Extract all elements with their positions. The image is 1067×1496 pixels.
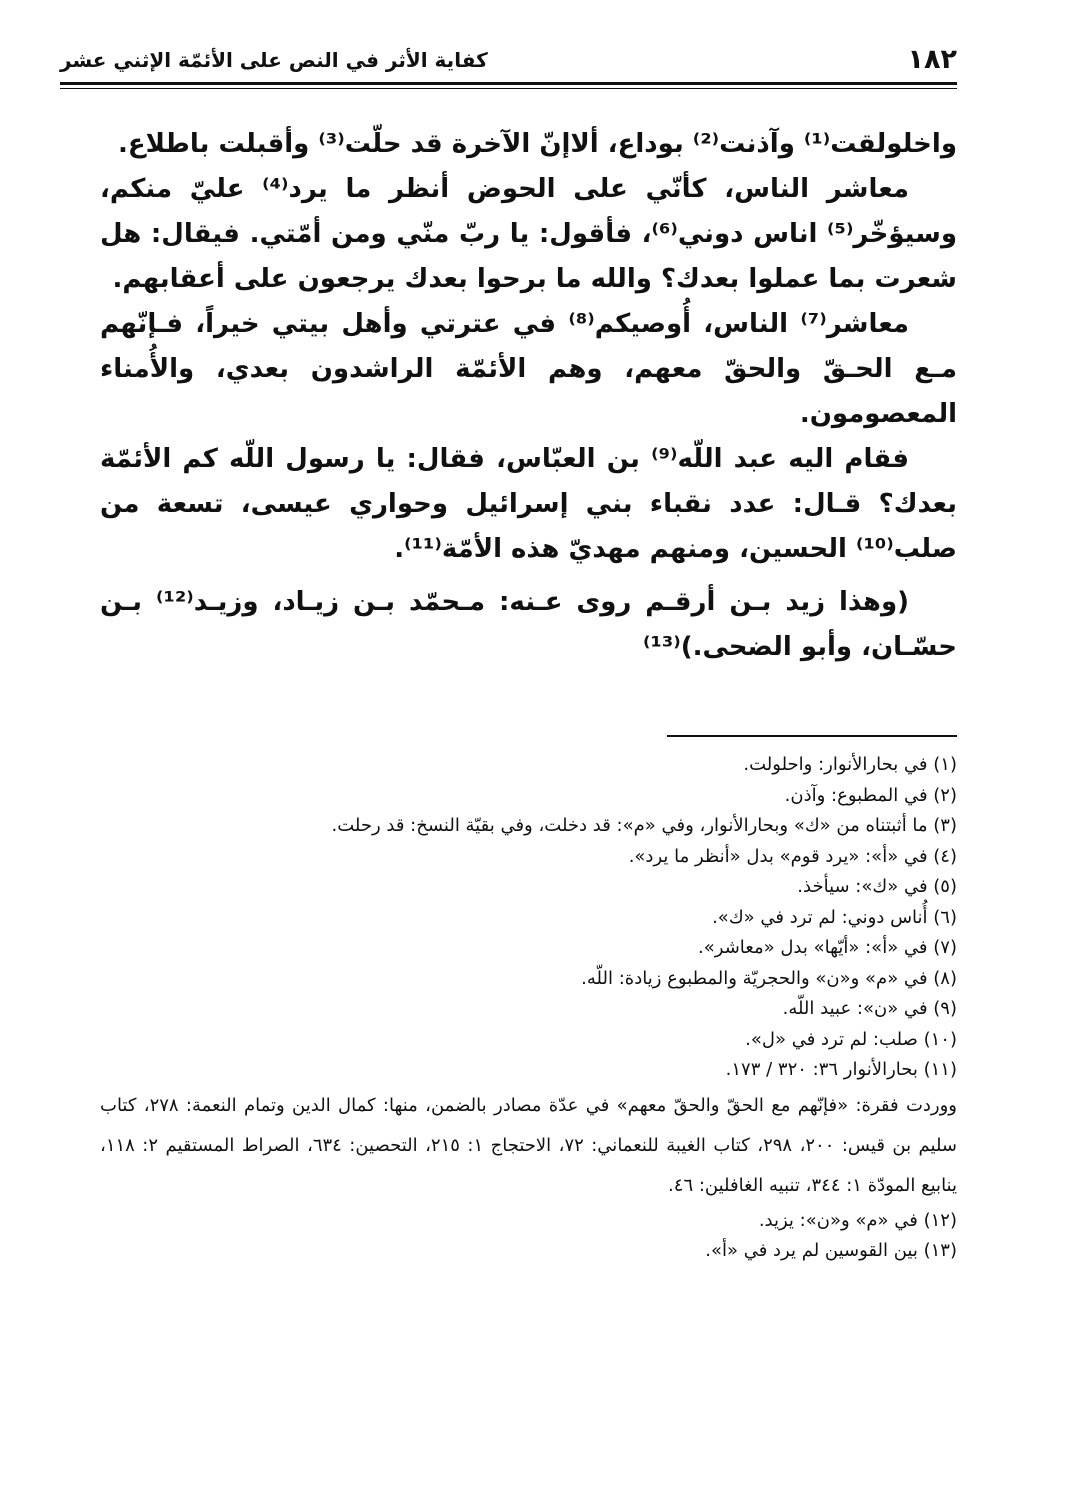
footnote-7: (٧) في «أ»: «أيّها» بدل «معاشر». (698, 937, 957, 958)
footnote-1: (١) في بحارالأنوار: واحلولت. (743, 754, 957, 775)
footnote-5: (٥) في «ك»: سيأخذ. (797, 876, 957, 897)
footnote-8: (٨) في «م» و«ن» والحجريّة والمطبوع زيادة: اللّه. (581, 967, 957, 989)
footnote-separator (667, 735, 957, 737)
footnote-2: (٢) في المطبوع: وآذن. (784, 784, 957, 806)
running-title: كفاية الأثر في النص على الأئمّة الإثني عشر (60, 48, 488, 72)
paragraph-4: فقام اليه عبد اللّه⁽⁹⁾ بن العبّاس، فقال: يا رسول اللّه كم الأئمّة بعدك؟ قـال: عدد نقباء بني إسرائيل وحواري عيسى، تسعة من صلب⁽¹⁰⁾ الحسين، ومنهم مهديّ هذه الأمّة⁽¹¹⁾. (100, 444, 957, 564)
footnote-3: (٣) ما أثبتناه من «ك» وبحارالأنوار، وفي «م»: قد دخلت، وفي بقيّة النسخ: قد رحلت. (331, 815, 957, 836)
header-rule-thin (60, 88, 957, 89)
footnote-4: (٤) في «أ»: «يرد قوم» بدل «أنظر ما يرد». (628, 845, 957, 867)
paragraph-5: (وهذا زيد بـن أرقـم روى عـنه: مـحمّد بـن زيـاد، وزيـد⁽¹²⁾ بـن حسّـان، وأبو الضحى.)⁽¹³⁾ (100, 587, 957, 662)
page-number: ١٨٢ (907, 44, 957, 75)
footnote-10: (١٠) صلب: لم ترد في «ل». (745, 1028, 957, 1050)
footnotes (100, 750, 957, 1267)
header-rule (60, 82, 957, 85)
main-text (100, 122, 957, 670)
footnote-12: (١٢) في «م» و«ن»: يزيد. (758, 1209, 957, 1231)
paragraph-3: معاشر⁽⁷⁾ الناس، أُوصيكم⁽⁸⁾ في عترتي وأهل بيتي خيراً، فـإنّهم مـع الحـقّ والحقّ معهم، وهم الأئمّة الراشدون بعدي، والأُمناء المعصومون. (100, 309, 957, 429)
footnote-11-note: ووردت فقرة: «فإنّهم مع الحقّ والحقّ معهم» في عدّة مصادر بالضمن، منها: كمال الدين وتمام النعمة: ٢٧٨، كتاب سليم بن قيس: ٢٠٠، ٢٩٨، كتاب الغيبة للنعماني: ٧٢، الاحتجاج ١: ٢١٥، التحصين: ٦٣٤، الصراط المستقيم ٢: ١١٨، ينابيع المودّة ١: ٣٤٤، تنبيه الغافلين: ٤٦. (100, 1094, 958, 1196)
footnote-9: (٩) في «ن»: عبيد اللّه. (782, 998, 957, 1019)
footnote-11: (١١) بحارالأنوار ٣٦: ٣٢٠ / ١٧٣. (725, 1059, 957, 1080)
paragraph-1: واخلولقت⁽¹⁾ وآذنت⁽²⁾ بوداع، ألاإنّ الآخرة قد حلّت⁽³⁾ وأقبلت باطلاع. (118, 129, 957, 159)
paragraph-2: معاشر الناس، كأنّي على الحوض أنظر ما يرد⁽⁴⁾ عليّ منكم، وسيؤخّر⁽⁵⁾ اناس دوني⁽⁶⁾، فأقول: يا ربّ منّي ومن أمّتي. فيقال: هل شعرت بما عملوا بعدك؟ والله ما برحوا بعدك يرجعون على أعقابهم. (100, 174, 957, 294)
page-header (60, 42, 957, 82)
footnote-13: (١٣) بين القوسين لم يرد في «أ». (705, 1240, 957, 1261)
footnote-6: (٦) أُناس دوني: لم ترد في «ك». (712, 906, 957, 928)
